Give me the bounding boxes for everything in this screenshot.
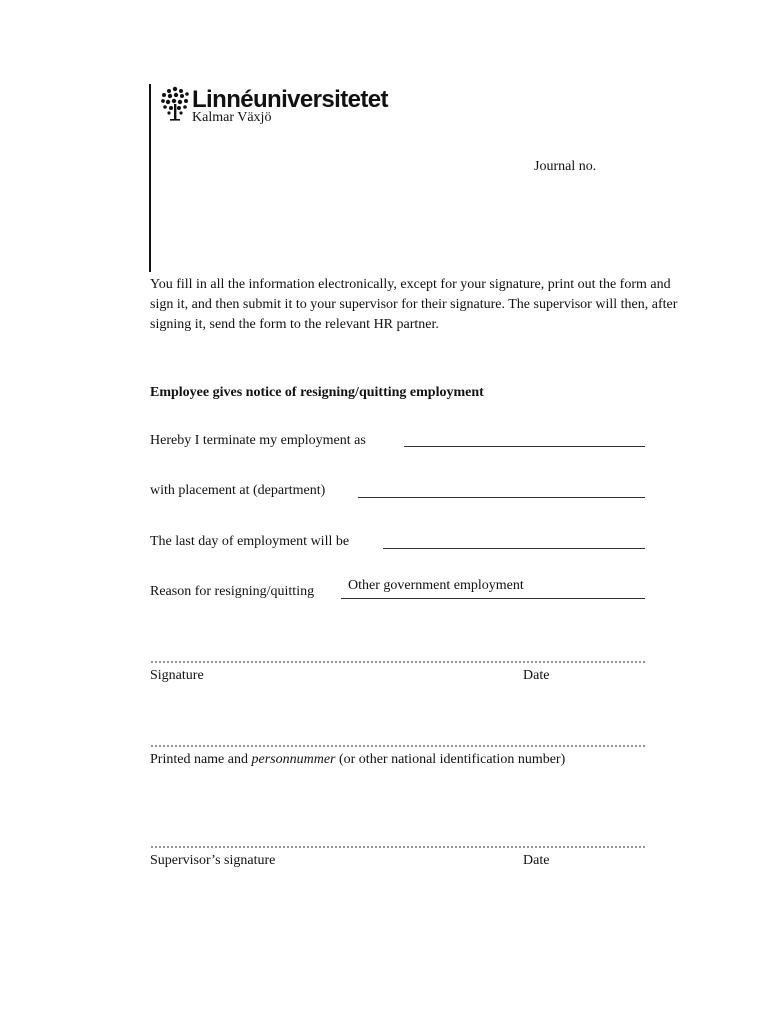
signature-date-label: Date (523, 668, 550, 683)
reason-value: Other government employment (348, 578, 524, 593)
logo-wordmark: Linnéuniversitetet (192, 86, 388, 113)
last-day-label: The last day of employment will be (150, 534, 350, 549)
printed-name-suffix: (or other national identification number) (335, 752, 566, 767)
reason-field[interactable] (341, 578, 645, 599)
university-logo (160, 84, 400, 130)
supervisor-dotted-line[interactable] (150, 846, 646, 848)
signature-label: Signature (150, 668, 204, 683)
printed-name-dotted-line[interactable] (150, 745, 646, 747)
department-field[interactable] (358, 482, 645, 498)
tree-logo-icon (160, 86, 190, 122)
header-vertical-rule (149, 84, 151, 272)
supervisor-signature-label: Supervisor’s signature (150, 853, 276, 868)
employment-as-field[interactable] (404, 431, 645, 447)
form-heading: Employee gives notice of resigning/quitting employment (150, 385, 484, 400)
instructions-paragraph: You fill in all the information electronically, except for your signature, print out the form and sign it, and then submit it to your supervisor for their signature. The supervisor will then, after signing it, send the form to the relevant HR partner. (150, 277, 678, 332)
employment-as-label: Hereby I terminate my employment as (150, 433, 366, 448)
printed-name-label (150, 752, 565, 768)
supervisor-date-label: Date (523, 853, 550, 868)
personnummer-text: personnummer (251, 752, 336, 767)
logo-subtitle: Kalmar Växjö (192, 110, 272, 125)
printed-name-prefix: Printed name and (150, 752, 252, 767)
reason-label: Reason for resigning/quitting (150, 584, 315, 599)
last-day-field[interactable] (383, 533, 645, 549)
department-label: with placement at (department) (150, 483, 326, 498)
signature-dotted-line[interactable] (150, 661, 646, 663)
journal-number-label: Journal no. (534, 159, 597, 174)
